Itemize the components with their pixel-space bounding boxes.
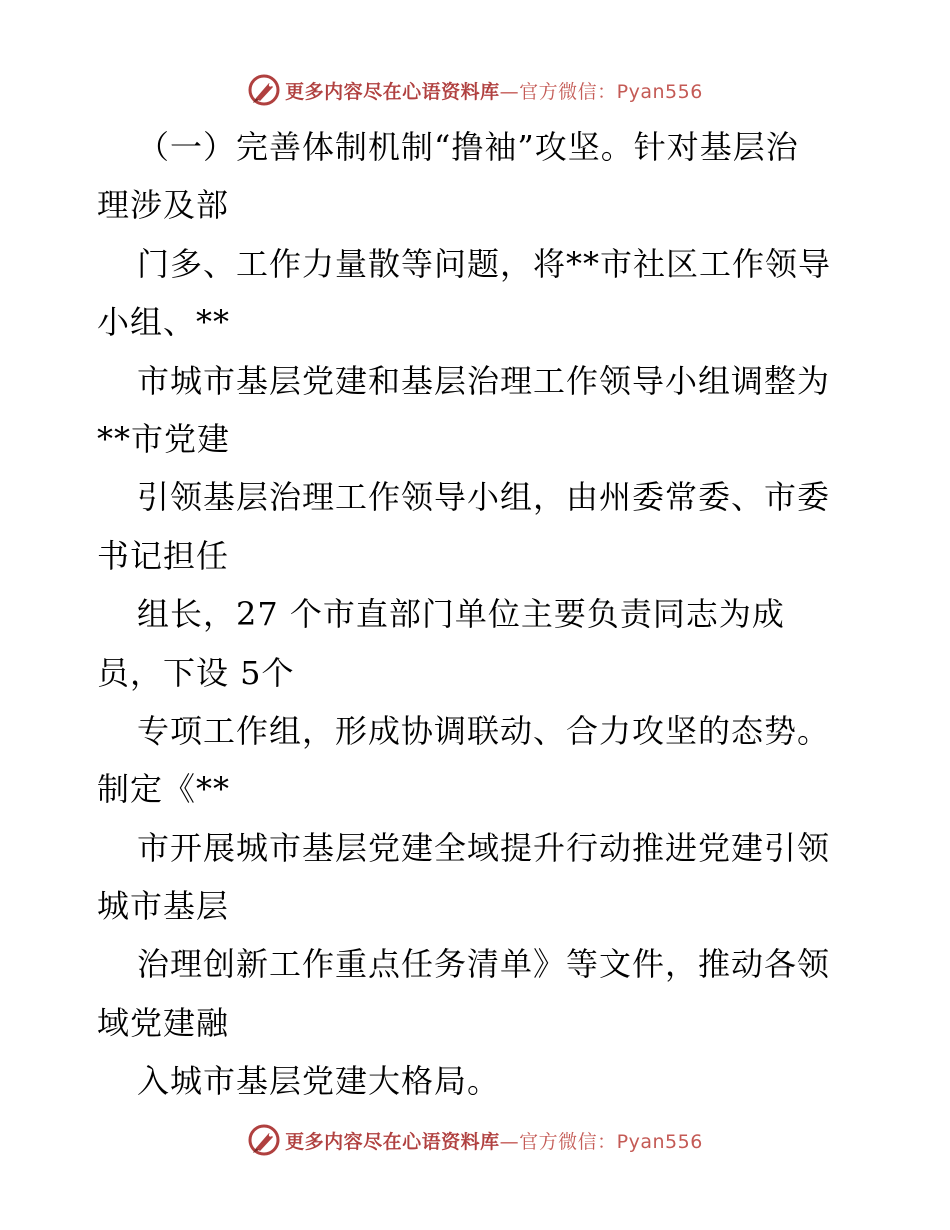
paragraph-line: 入城市基层党建大格局。	[137, 1062, 501, 1101]
header-banner	[0, 70, 950, 110]
document-body	[97, 118, 857, 1111]
paragraph-line: **市党建	[97, 419, 231, 458]
paragraph-line: （一）完善体制机制“撸袖”攻坚。针对基层治	[137, 128, 799, 166]
banner-text: 更多内容尽在心语资料库—官方微信：Pyan556	[285, 80, 703, 103]
paragraph-line: 治理创新工作重点任务清单》等文件，推动各领	[137, 945, 831, 984]
paragraph-line: 组长，27 个市直部门单位主要负责同志为成	[137, 595, 785, 634]
paragraph-line: 城市基层	[97, 887, 230, 926]
paragraph-line: 市城市基层党建和基层治理工作领导小组调整为	[137, 361, 831, 400]
pen-nib-logo-icon	[247, 1123, 281, 1157]
paragraph-line: 引领基层治理工作领导小组，由州委常委、市委	[137, 478, 831, 517]
paragraph-line: 员，下设 5个	[97, 653, 295, 692]
paragraph-line: 制定《**	[97, 770, 231, 809]
paragraph-line: 理涉及部	[97, 186, 230, 225]
paragraph-line: 小组、**	[97, 303, 231, 342]
paragraph-line: 门多、工作力量散等问题，将**市社区工作领导	[137, 244, 832, 283]
pen-nib-logo-icon	[247, 73, 281, 107]
banner-text: 更多内容尽在心语资料库—官方微信：Pyan556	[285, 1130, 703, 1153]
footer-banner	[0, 1120, 950, 1160]
paragraph-line: 书记担任	[97, 536, 230, 575]
paragraph-line: 域党建融	[97, 1003, 230, 1042]
paragraph-line: 市开展城市基层党建全域提升行动推进党建引领	[137, 828, 831, 867]
paragraph-line: 专项工作组，形成协调联动、合力攻坚的态势。	[137, 711, 831, 750]
